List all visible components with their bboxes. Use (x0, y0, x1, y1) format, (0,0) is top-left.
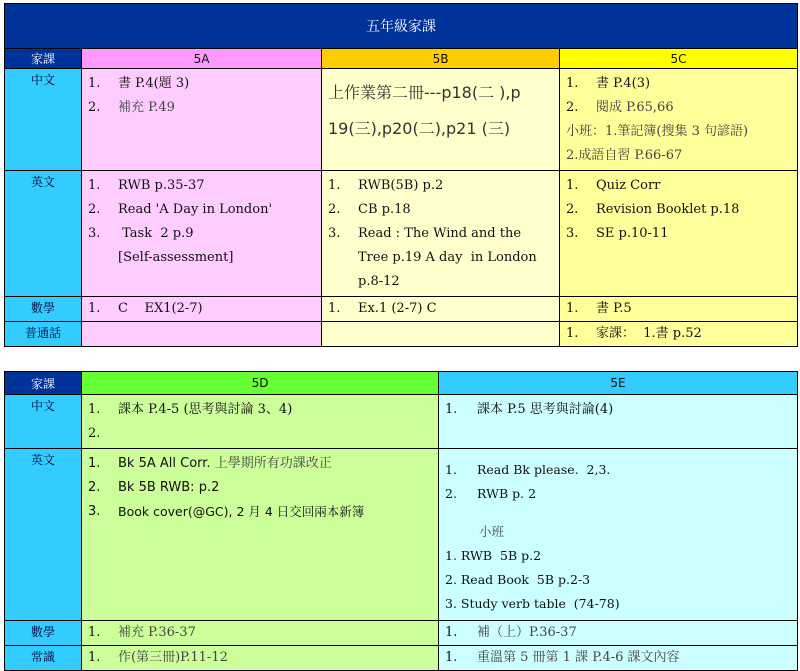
subject-label: 普通話 (5, 322, 82, 347)
cell-5d-general-studies (82, 646, 439, 671)
list-item: 1. Quiz Corr (566, 178, 661, 193)
list-item: 1. Ex.1 (2-7) C (328, 301, 437, 316)
cell-5e-english (439, 449, 798, 621)
list-item: 1. RWB 5B p.2 (445, 548, 542, 563)
list-item: 1. 課本 P.4-5 (思考與討論 3、4) (88, 402, 293, 417)
cell-5c-chinese (560, 69, 798, 171)
list-item: 2. Bk 5B RWB: p.2 (88, 480, 220, 495)
row-english (5, 171, 798, 297)
list-item: 3. SE p.10-11 (566, 226, 669, 241)
row-general-studies (5, 646, 798, 671)
cell-5d-math (82, 621, 439, 646)
cell-5a-math (82, 297, 322, 322)
subject-label: 中文 (5, 69, 82, 171)
list-item: 2. Revision Booklet p.18 (566, 202, 740, 217)
list-item: 3. Read : The Wind and the (328, 226, 522, 241)
subject-label: 數學 (5, 297, 82, 322)
subject-label: 中文 (5, 395, 82, 449)
text-line: Tree p.19 A day in London (358, 250, 537, 265)
list-item: 1. 書 P.4(題 3) (88, 76, 190, 91)
cell-5d-english (82, 449, 439, 621)
cell-5e-general-studies (439, 646, 798, 671)
table2-header-row (5, 372, 798, 395)
cell-5c-math (560, 297, 798, 322)
header-5d: 5D (82, 372, 439, 395)
text-line: p.8-12 (358, 274, 400, 289)
text-line: 小班 (479, 524, 505, 539)
list-item: 2. 補充 P.49 (88, 100, 175, 115)
list-item: 1. 書 P.5 (566, 301, 632, 316)
header-5b: 5B (322, 49, 560, 69)
cell-5c-putonghua (560, 322, 798, 347)
cell-5a-english (82, 171, 322, 297)
list-item: 1. 書 P.4(3) (566, 76, 651, 91)
list-item: 2. (88, 426, 101, 441)
header-5e: 5E (439, 372, 798, 395)
header-5c: 5C (560, 49, 798, 69)
list-item: 1. 補（上）P.36-37 (445, 625, 577, 640)
cell-5b-chinese (322, 69, 560, 171)
subject-label: 英文 (5, 171, 82, 297)
row-math (5, 297, 798, 322)
cell-5b-math (322, 297, 560, 322)
list-item: 1. Read Bk please. 2,3. (445, 462, 611, 477)
text-line: [Self-assessment] (118, 250, 234, 265)
subject-label: 數學 (5, 621, 82, 646)
list-item: 2. CB p.18 (328, 202, 411, 217)
list-item: 1. 重溫第 5 冊第 1 課 P.4-6 課文內容 (445, 650, 680, 665)
text-line: 19(三),p20(二),p21 (三) (328, 119, 511, 138)
subject-label: 常識 (5, 646, 82, 671)
list-item: 1. RWB p.35-37 (88, 178, 205, 193)
list-item: 1. C EX1(2-7) (88, 301, 203, 316)
list-item: 1. RWB(5B) p.2 (328, 178, 444, 193)
table1-header-row (5, 49, 798, 69)
homework-table-2 (4, 371, 798, 671)
list-item: 1. 補充 P.36-37 (88, 625, 196, 640)
row-chinese (5, 69, 798, 171)
text-line: 小班：1.筆記簿(搜集 3 句諺語) (566, 124, 749, 139)
list-item: 2. 閱成 P.65,66 (566, 100, 674, 115)
cell-5d-chinese (82, 395, 439, 449)
subject-label: 英文 (5, 449, 82, 621)
list-item: 2. RWB p. 2 (445, 486, 537, 501)
header-homework: 家課 (5, 49, 82, 69)
page-title: 五年級家課 (5, 4, 798, 49)
list-item: 3. Study verb table (74-78) (445, 596, 620, 611)
list-item: 1. 作(第三冊)P.11-12 (88, 650, 228, 665)
row-english (5, 449, 798, 621)
list-item: 1. 課本 P.5 思考與討論(4) (445, 402, 614, 417)
row-putonghua (5, 322, 798, 347)
list-item: 3. Book cover(@GC), 2 月 4 日交回兩本新簿 (88, 504, 365, 519)
list-item: 1. Bk 5A All Corr. 上學期所有功課改正 (88, 456, 332, 471)
list-item: 3. Task 2 p.9 (88, 226, 194, 241)
cell-5c-english (560, 171, 798, 297)
cell-5b-english (322, 171, 560, 297)
cell-5e-math (439, 621, 798, 646)
cell-5a-putonghua (82, 322, 322, 347)
header-5a: 5A (82, 49, 322, 69)
homework-table-1 (4, 3, 798, 347)
header-homework: 家課 (5, 372, 82, 395)
list-item: 2. Read Book 5B p.2-3 (445, 572, 591, 587)
text-line: 2.成語自習 P.66-67 (566, 148, 683, 163)
list-item: 1. 家課： 1.書 p.52 (566, 326, 702, 341)
row-math (5, 621, 798, 646)
list-item: 2. Read 'A Day in London' (88, 202, 273, 217)
text-line: 上作業第二冊---p18(二 ),p (328, 83, 521, 102)
row-chinese (5, 395, 798, 449)
cell-5e-chinese (439, 395, 798, 449)
cell-5a-chinese (82, 69, 322, 171)
cell-5b-putonghua (322, 322, 560, 347)
